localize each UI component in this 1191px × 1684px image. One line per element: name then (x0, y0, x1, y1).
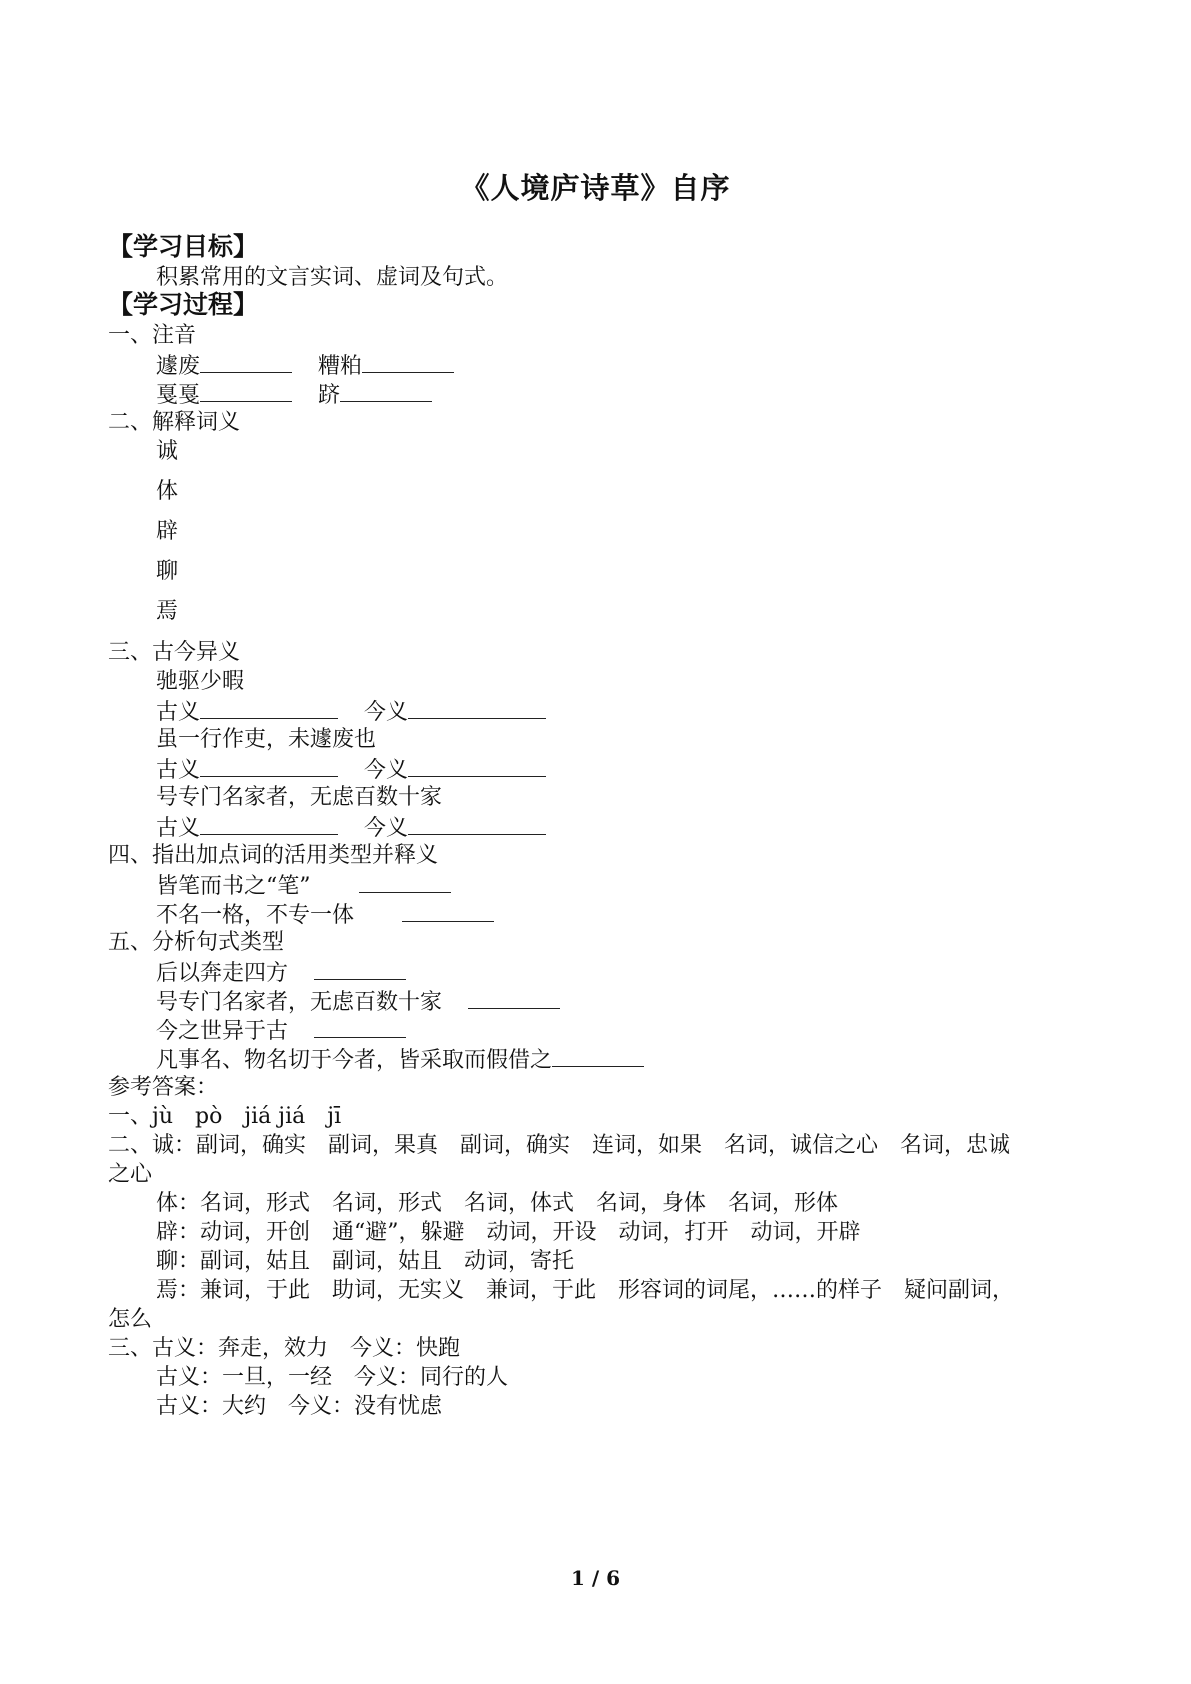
answer-blank[interactable] (552, 1044, 644, 1067)
answer-blank[interactable] (200, 379, 292, 402)
answer-3-3: 古义：大约 今义：没有忧虑 (156, 1394, 443, 1419)
q3-answer-row (156, 812, 546, 844)
q4-sentence: 不名一格，不专一体 (156, 903, 355, 928)
gu-label: 古义 (156, 700, 201, 725)
answer-2-line2: 之心 (108, 1162, 153, 1187)
q3-answer-row (156, 696, 546, 728)
answer-3-1: 三、古义：奔走，效力 今义：快跑 (108, 1336, 461, 1361)
answer-blank[interactable] (362, 350, 454, 373)
q1-word: 糟粕 (318, 354, 363, 379)
answer-2-pi: 辟：动词，开创 通“避”，躲避 动词，开设 动词，打开 动词，开辟 (156, 1220, 861, 1245)
q1-row-1 (156, 350, 454, 382)
q3-sentence: 虽一行作吏，未遽废也 (156, 727, 377, 752)
q1-word: 遽废 (156, 354, 201, 379)
answers-heading: 参考答案： (108, 1075, 219, 1100)
section-heading-process: 【学习过程】 (108, 290, 259, 319)
q3-heading: 三、古今异义 (108, 640, 241, 665)
q2-word: 聊 (156, 559, 179, 584)
q5-heading: 五、分析句式类型 (108, 930, 285, 955)
q1-word: 跻 (318, 383, 341, 408)
q3-sentence: 驰驱少暇 (156, 669, 245, 694)
q3-sentence: 号专门名家者，无虑百数十家 (156, 785, 443, 810)
answer-blank[interactable] (314, 1015, 406, 1038)
jin-label: 今义 (364, 700, 409, 725)
answer-blank[interactable] (200, 812, 338, 835)
q1-heading: 一、注音 (108, 323, 197, 348)
q2-word: 焉 (156, 599, 179, 624)
answer-blank[interactable] (408, 754, 546, 777)
q4-row (156, 870, 451, 902)
section-heading-goal: 【学习目标】 (108, 232, 259, 261)
answer-blank[interactable] (200, 350, 292, 373)
q2-word: 诚 (156, 439, 179, 464)
answer-blank[interactable] (200, 696, 338, 719)
answer-blank[interactable] (359, 870, 451, 893)
q3-answer-row (156, 754, 546, 786)
q5-row (156, 1044, 644, 1076)
q5-sentence: 后以奔走四方 (156, 961, 289, 986)
answer-1: 一、jù pò jiá jiá jī (108, 1104, 342, 1129)
answer-2-line1: 二、诚：副词，确实 副词，果真 副词，确实 连词，如果 名词，诚信之心 名词，忠诚 (108, 1133, 1011, 1158)
answer-blank[interactable] (408, 812, 546, 835)
answer-2-yan-line2: 怎么 (108, 1307, 153, 1332)
q4-row (156, 899, 494, 931)
answer-blank[interactable] (200, 754, 338, 777)
jin-label: 今义 (364, 816, 409, 841)
answer-2-liao: 聊：副词，姑且 副词，姑且 动词，寄托 (156, 1249, 575, 1274)
q1-word: 戛戛 (156, 383, 201, 408)
answer-blank[interactable] (402, 899, 494, 922)
answer-2-ti: 体：名词，形式 名词，形式 名词，体式 名词，身体 名词，形体 (156, 1191, 839, 1216)
jin-label: 今义 (364, 758, 409, 783)
answer-blank[interactable] (408, 696, 546, 719)
answer-blank[interactable] (468, 986, 560, 1009)
q2-word: 辟 (156, 519, 179, 544)
page-number: 1 / 6 (570, 1566, 621, 1590)
q5-row (156, 986, 560, 1018)
document-title: 《人境庐诗草》自序 (460, 171, 731, 205)
q5-row (156, 1015, 406, 1047)
q4-sentence: 皆笔而书之“笔” (156, 874, 311, 899)
answer-blank[interactable] (314, 957, 406, 980)
q5-sentence: 凡事名、物名切于今者，皆采取而假借之 (156, 1048, 553, 1073)
gu-label: 古义 (156, 758, 201, 783)
q4-heading: 四、指出加点词的活用类型并释义 (108, 843, 439, 868)
q5-row (156, 957, 406, 989)
q5-sentence: 今之世异于古 (156, 1019, 289, 1044)
q5-sentence: 号专门名家者，无虑百数十家 (156, 990, 443, 1015)
q2-heading: 二、解释词义 (108, 410, 241, 435)
q1-row-2 (156, 379, 432, 411)
answer-blank[interactable] (340, 379, 432, 402)
answer-2-yan-line1: 焉：兼词，于此 助词，无实义 兼词，于此 形容词的词尾，……的样子 疑问副词， (156, 1278, 1015, 1303)
answer-3-2: 古义：一旦，一经 今义：同行的人 (156, 1365, 509, 1390)
gu-label: 古义 (156, 816, 201, 841)
goal-text: 积累常用的文言实词、虚词及句式。 (156, 265, 509, 290)
q2-word: 体 (156, 479, 179, 504)
